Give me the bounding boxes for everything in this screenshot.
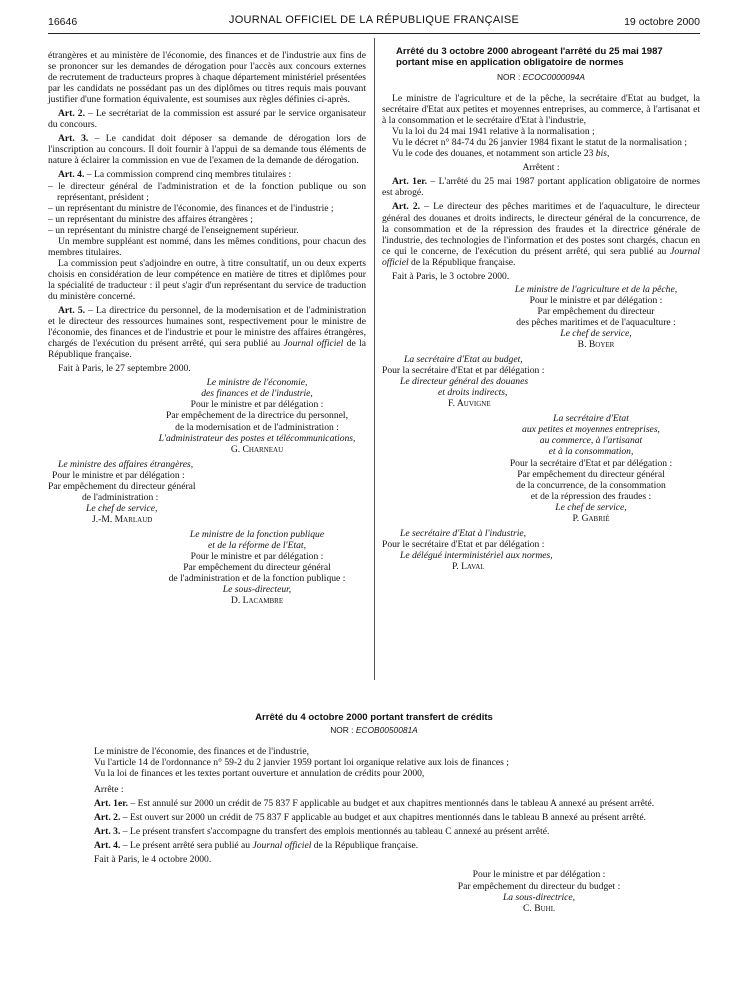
article-label: Art. 2. <box>94 812 121 824</box>
article-label: Art. 3. <box>94 826 121 838</box>
article-2: Art. 2. – Est ouvert sur 2000 un crédit de 75 837 F applicable au budget et aux chapitres mentionnés dans le tableau B annexé au présent arrêté. <box>94 812 646 824</box>
signature-block: La secrétaire d'Etat aux petites et moyennes entreprises, au commerce, à l'artisanat et à la consommation, Pour la secrétaire d'Etat et par délégation : Par empêchement du directeur général de la concurrence, de la consommation et de la répression des fraudes : Le chef de service, P. Gabrié <box>482 413 700 523</box>
list-item: – un représentant du ministre des affaires étrangères ; <box>48 213 253 225</box>
signatory-name: D. Lacambre <box>230 595 284 607</box>
article-1: Art. 1er. – L'arrêté du 25 mai 1987 portant application obligatoire de normes est abrogé. <box>382 176 701 199</box>
article-label: Art. 5. <box>58 305 86 317</box>
signatory-name: B. Boyer <box>577 339 615 351</box>
decree-title: Arrêté du 3 octobre 2000 abrogeant l'arrêté du 25 mai 1987 portant mise en application obligatoire de normes <box>396 46 663 68</box>
visa: Vu la loi de finances et les textes portant ouverture et annulation de crédits pour 2000, <box>94 768 425 780</box>
list-item: – un représentant du ministre de l'économie, des finances et de l'industrie ; <box>48 202 334 214</box>
visa: Vu l'article 14 de l'ordonnance n° 59-2 du 2 janvier 1959 portant loi organique relative aux lois de finances ; <box>94 757 509 769</box>
preamble: Le ministre de l'agriculture et de la pêche, la secrétaire d'Etat au budget, la secrétaire d'Etat aux petites et moyennes entreprises, au commerce, à l'artisanat et à la consommation et le secrétaire d'Etat à l'industrie, <box>382 93 700 127</box>
nor-reference: NOR : ECOB0050081A <box>330 725 418 735</box>
article-3: Art. 3. – Le candidat doit déposer sa demande de dérogation lors de l'inscription au concours. Il doit fournir à l'appui de sa demande tous éléments de nature à éclairer la commission en vue de l'examen de la demande de dérogation. <box>48 133 367 167</box>
list-item: – un représentant du ministre chargé de l'enseignement supérieur. <box>48 224 299 236</box>
signatory-name: G. Charneau <box>230 443 284 455</box>
enacting-formula: Arrêtent : <box>522 162 560 174</box>
signatory-name: J.-M. Marlaud <box>92 513 153 525</box>
article-label: Art. 1er. <box>94 798 129 810</box>
visa: Vu la loi du 24 mai 1941 relative à la normalisation ; <box>392 126 595 138</box>
visa: Vu le décret n° 84-74 du 26 janvier 1984 fixant le statut de la normalisation ; <box>392 137 687 149</box>
signature-block: Le ministre de la fonction publique et de la réforme de l'Etat, Pour le ministre et par délégation : Par empêchement du directeur général de l'administration et de la fonction publique : Le sous-directeur, D. Lacambre <box>148 529 366 606</box>
issue-date: 19 octobre 2000 <box>624 16 700 28</box>
paragraph: La commission peut s'adjoindre en outre, à titre consultatif, un ou deux experts choisis en considération de leur compétence en matière de titres et diplômes pour la spécialité de traducteur : il peut s'agir d'un représentant du service de traduction du ministère concerné. <box>48 257 366 302</box>
nor-reference: NOR : ECOC0000094A <box>497 72 585 82</box>
enacting-formula: Arrête : <box>94 784 124 796</box>
article-label: Art. 3. <box>58 133 89 145</box>
date-line: Fait à Paris, le 3 octobre 2000. <box>392 270 510 282</box>
continued-paragraph: étrangères et au ministère de l'économie, des finances et de l'industrie aux fins de se prononcer sur les demandes de dérogation pour l'accès aux concours externes de recrutement de traducteurs propres à chaque département ministériel présentées par les candidats ne possédant pas un des diplômes ou titres requis mais pouvant justifier d'une formation équivalente, est soumises aux règles définies ci-après. <box>48 50 366 106</box>
signatory-name: C. Buhl <box>523 902 555 914</box>
signature-block: Le ministre de l'économie, des finances et de l'industrie, Pour le ministre et par délégation : Par empêchement de la directrice du personnel, de la modernisation et de l'administration : L'administrateur des postes et télécommunications, G. Charneau <box>148 377 366 454</box>
header-rule <box>48 33 700 34</box>
article-5: Art. 5. – La directrice du personnel, de la modernisation et de l'administration et le directeur des ressources humaines sont, respectivement pour le ministre de l'économie, des finances et de l'industrie et pour le ministre des affaires étrangères, chargés de l'exécution du présent arrêté, qui sera publié au Journal officiel de la République française. <box>48 305 367 361</box>
article-label: Art. 2. <box>392 201 421 213</box>
page-number: 16646 <box>48 16 78 28</box>
bottom-decree <box>84 712 664 914</box>
article-4: Art. 4. – La commission comprend cinq membres titulaires : <box>58 169 292 181</box>
date-line: Fait à Paris, le 4 octobre 2000. <box>94 854 212 866</box>
article-4: Art. 4. – Le présent arrêté sera publié au Journal officiel de la République française. <box>94 840 419 852</box>
signature-block: Pour le ministre et par délégation : Par empêchement du directeur du budget : La sous-directrice, C. Buhl <box>414 869 664 913</box>
signatory-name: P. Gabrié <box>572 512 610 524</box>
article-label: Art. 2. <box>58 108 85 120</box>
visa: Vu le code des douanes, et notamment son article 23 bis, <box>392 148 610 160</box>
left-column <box>48 50 366 606</box>
preamble: Le ministre de l'économie, des finances et de l'industrie, <box>94 746 309 758</box>
article-1: Art. 1er. – Est annulé sur 2000 un crédit de 75 837 F applicable au budget et aux chapitres mentionnés dans le tableau A annexé au présent arrêté. <box>94 798 655 810</box>
signature-block: La secrétaire d'Etat au budget, Pour la secrétaire d'Etat et par délégation : Le directeur général des douanes et droits indirects, F. Auvigne <box>382 354 700 409</box>
signatory-name: P. Laval <box>452 560 485 572</box>
signatory-name: F. Auvigne <box>448 398 491 410</box>
decree-title: Arrêté du 4 octobre 2000 portant transfert de crédits <box>255 712 493 723</box>
page-header <box>48 10 700 30</box>
signature-block: Le ministre des affaires étrangères, Pour le ministre et par délégation : Par empêchement du directeur général de l'administration : Le chef de service, J.-M. Marlaud <box>48 459 366 525</box>
signature-block: Le ministre de l'agriculture et de la pêche, Pour le ministre et par délégation : Par empêchement du directeur des pêches maritimes et de l'aquaculture : Le chef de service, B. Boyer <box>492 284 700 350</box>
signature-block: Le secrétaire d'Etat à l'industrie, Pour le secrétaire d'Etat et par délégation : Le délégué interministériel aux normes, P. Laval <box>382 528 700 572</box>
right-column <box>382 46 700 572</box>
paragraph: Un membre suppléant est nommé, dans les mêmes conditions, pour chacun des membres titulaires. <box>48 235 366 258</box>
date-line: Fait à Paris, le 27 septembre 2000. <box>58 363 191 375</box>
article-2: Art. 2. – Le secrétariat de la commission est assuré par le service organisateur du concours. <box>48 108 367 131</box>
article-label: Art. 4. <box>58 169 85 181</box>
journal-title: JOURNAL OFFICIEL DE LA RÉPUBLIQUE FRANÇAISE <box>228 14 520 26</box>
article-label: Art. 4. <box>94 840 121 852</box>
list-item: – le directeur général de l'administration et de la fonction publique ou son représentant, président ; <box>48 180 366 203</box>
article-3: Art. 3. – Le présent transfert s'accompagne du transfert des emplois mentionnés au tableau C annexé au présent arrêté. <box>94 826 550 838</box>
article-2: Art. 2. – Le directeur des pêches maritimes et de l'aquaculture, le directeur général des douanes et droits indirects, le directeur général de la concurrence, de la consommation et de la répression des fraudes et la directrice générale de l'industrie, des technologies de l'information et des postes sont chargés, chacun en ce qui le concerne, de l'exécution du présent arrêté, qui sera publié au Journal officiel de la République française. <box>382 201 700 268</box>
column-divider <box>374 38 375 680</box>
article-label: Art. 1er. <box>392 176 428 188</box>
